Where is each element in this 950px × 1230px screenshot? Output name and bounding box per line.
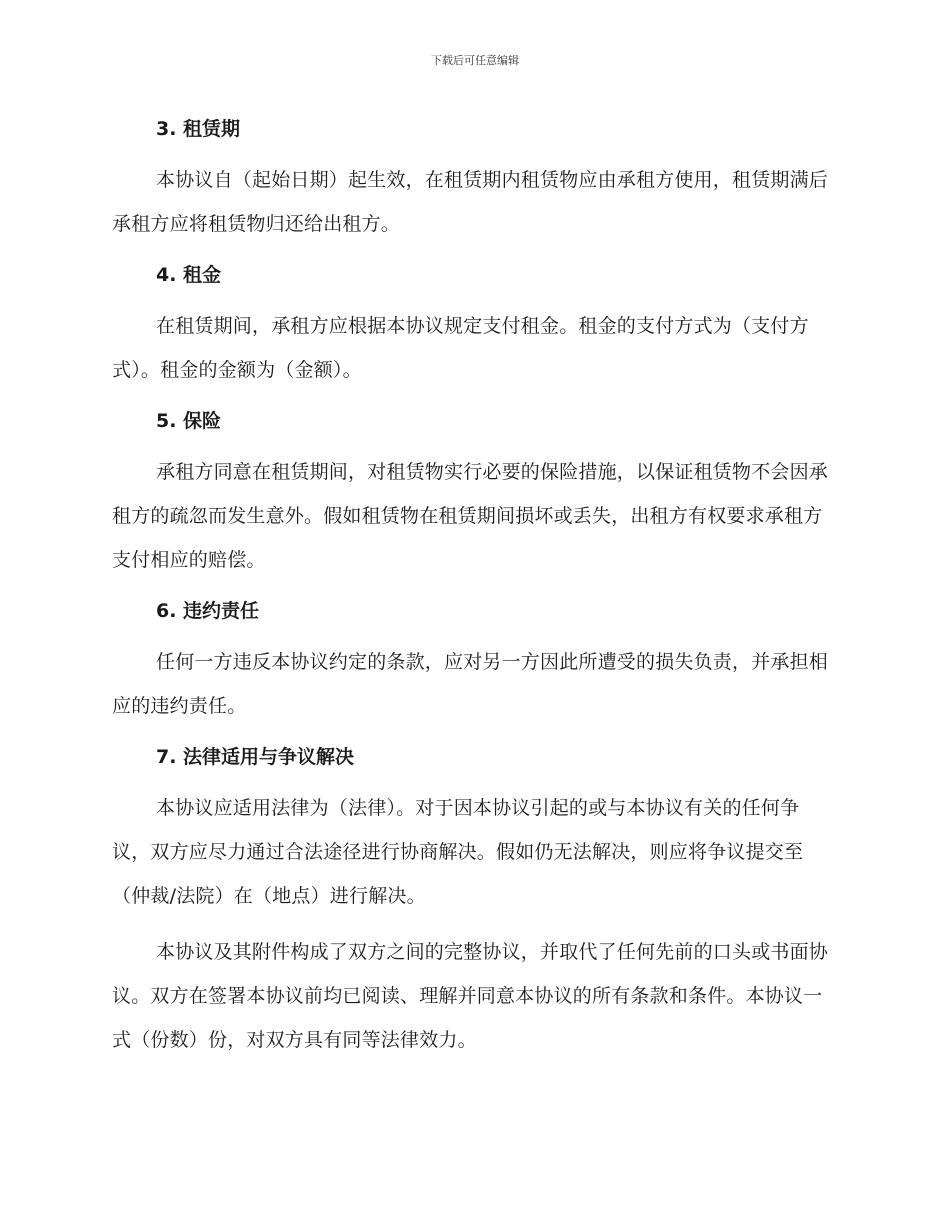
section-heading-lease-term: 3. 租赁期 — [156, 118, 241, 140]
section-paragraph-insurance: 承租方同意在租赁期间，对租赁物实行必要的保险措施，以保证租赁物不会因承租方的疏忽而发生意外。假如租赁物在租赁期间损坏或丢失，出租方有权要求承租方支付相应的赔偿。 — [112, 461, 829, 571]
page-header: 下载后可任意编辑 — [431, 54, 519, 67]
closing-paragraph: 本协议及其附件构成了双方之间的完整协议，并取代了任何先前的口头或书面协议。双方在签署本协议前均已阅读、理解并同意本协议的所有条款和条件。本协议一式（份数）份，对双方具有同等法律效力。 — [112, 941, 829, 1051]
section-paragraph-rent: 在租赁期间，承租方应根据本协议规定支付租金。租金的支付方式为（支付方式）。租金的金额为（金额）。 — [112, 315, 809, 381]
section-heading-law-disputes: 7. 法律适用与争议解决 — [156, 746, 355, 768]
section-heading-rent: 4. 租金 — [156, 264, 222, 286]
section-heading-insurance: 5. 保险 — [156, 410, 222, 432]
document-body — [112, 112, 832, 1062]
section-heading-liability: 6. 违约责任 — [156, 600, 260, 622]
section-paragraph-lease-term: 本协议自（起始日期）起生效，在租赁期内租赁物应由承租方使用，租赁期满后承租方应将租赁物归还给出租方。 — [112, 169, 829, 235]
section-paragraph-law-disputes: 本协议应适用法律为（法律）。对于因本协议引起的或与本协议有关的任何争议，双方应尽力通过合法途径进行协商解决。假如仍无法解决，则应将争议提交至（仲裁/法院）在（地点）进行解决。 — [112, 797, 804, 907]
section-paragraph-liability: 任何一方违反本协议约定的条款，应对另一方因此所遭受的损失负责，并承担相应的违约责任。 — [112, 651, 829, 717]
